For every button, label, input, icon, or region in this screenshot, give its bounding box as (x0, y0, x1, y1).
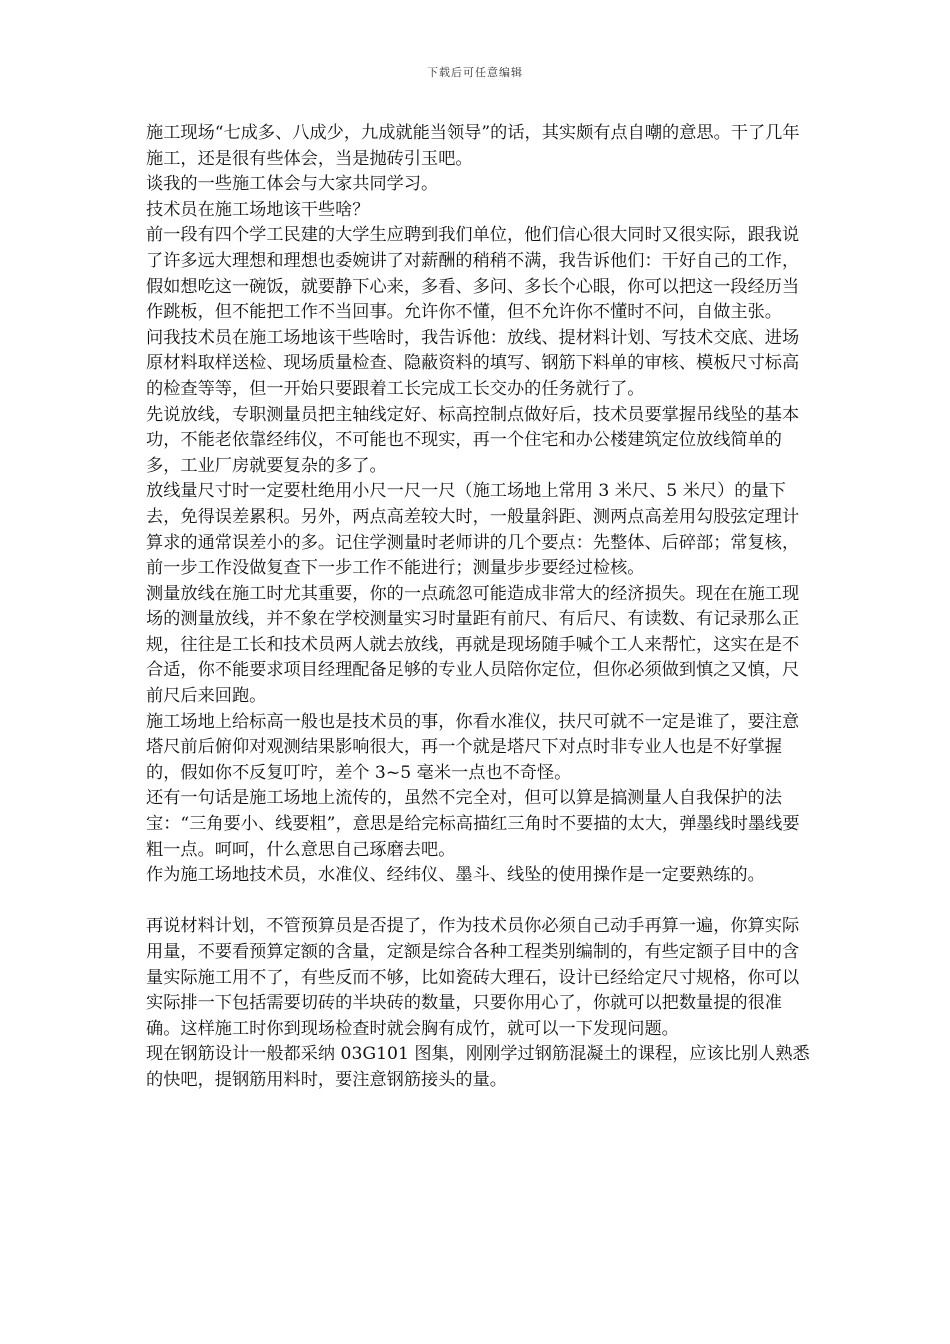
paragraph: 先说放线，专职测量员把主轴线定好、标高控制点做好后，技术员要掌握吊线坠的基本功，不能老依靠经纬仪，不可能也不现实，再一个住宅和办公楼建筑定位放线简单的多，工业厂房就要复杂的多了。 (146, 404, 800, 476)
paragraph: 问我技术员在施工场地该干些啥时，我告诉他：放线、提材料计划、写技术交底、进场原材料取样送检、现场质量检查、隐蔽资料的填写、钢筋下料单的审核、模板尺寸标高的检查等等，但一开始只要跟着工长完成工长交办的任务就行了。 (146, 327, 800, 399)
paragraph: 放线量尺寸时一定要杜绝用小尺一尺一尺（施工场地上常用 3 米尺、5 米尺）的量下去，免得误差累积。另外，两点高差较大时，一般量斜距、测两点高差用勾股弦定理计算求的通常误差小的多。记住学测量时老师讲的几个要点：先整体、后碎部；常复核，前一步工作没做复查下一步工作不能进行；测量步步要经过检核。 (146, 481, 800, 579)
paragraph: 作为施工场地技术员，水准仪、经纬仪、墨斗、线坠的使用操作是一定要熟练的。 (146, 865, 765, 886)
paragraph: 技术员在施工场地该干些啥？ (146, 199, 370, 220)
paragraph: 前一段有四个学工民建的大学生应聘到我们单位，他们信心很大同时又很实际，跟我说了许多远大理想和理想也委婉讲了对薪酬的稍稍不满，我告诉他们：干好自己的工作，假如想吃这一碗饭，就要静下心来，多看、多问、多长个心眼，你可以把这一段经历当作跳板，但不能把工作不当回事。允许你不懂，但不允许你不懂时不问，自做主张。 (146, 225, 800, 323)
paragraph: 施工现场“七成多、八成少，九成就能当领导”的话，其实颇有点自嘲的意思。干了几年施工，还是很有些体会，当是抛砖引玉吧。 (146, 123, 800, 169)
paragraph: 施工场地上给标高一般也是技术员的事，你看水准仪，扶尺可就不一定是谁了，要注意塔尺前后俯仰对观测结果影响很大，再一个就是塔尺下对点时非专业人也是不好掌握的，假如你不反复叮咛，差个 3~5 毫米一点也不奇怪。 (146, 711, 800, 783)
document-body (146, 121, 811, 1094)
paragraph: 再说材料计划，不管预算员是否提了，作为技术员你必须自己动手再算一遍，你算实际用量，不要看预算定额的含量，定额是综合各种工程类别编制的，有些定额子目中的含量实际施工用不了，有些反而不够，比如瓷砖大理石，设计已经给定尺寸规格，你可以实际排一下包括需要切砖的半块砖的数量，只要你用心了，你就可以把数量提的很准确。这样施工时你到现场检查时就会胸有成竹，就可以一下发现问题。 (146, 916, 800, 1039)
blank-line (146, 889, 811, 915)
paragraph: 现在钢筋设计一般都采纳 03G101 图集，刚刚学过钢筋混凝土的课程，应该比别人熟悉的快吧，提钢筋用料时，要注意钢筋接头的量。 (146, 1044, 810, 1090)
paragraph: 谈我的一些施工体会与大家共同学习。 (146, 174, 439, 195)
paragraph: 测量放线在施工时尤其重要，你的一点疏忽可能造成非常大的经济损失。现在在施工现场的测量放线，并不象在学校测量实习时量距有前尺、有后尺、有读数、有记录那么正规，往往是工长和技术员两人就去放线，再就是现场随手喊个工人来帮忙，这实在是不合适，你不能要求项目经理配备足够的专业人员陪你定位，但你必须做到慎之又慎，尺前尺后来回跑。 (146, 583, 800, 707)
page-header: 下载后可任意编辑 (427, 66, 523, 79)
paragraph: 还有一句话是施工场地上流传的，虽然不完全对，但可以算是搞测量人自我保护的法宝：“三角要小、线要粗”，意思是给完标高描红三角时不要描的太大，弹墨线时墨线要粗一点。呵呵，什么意思自己琢磨去吧。 (146, 788, 800, 860)
